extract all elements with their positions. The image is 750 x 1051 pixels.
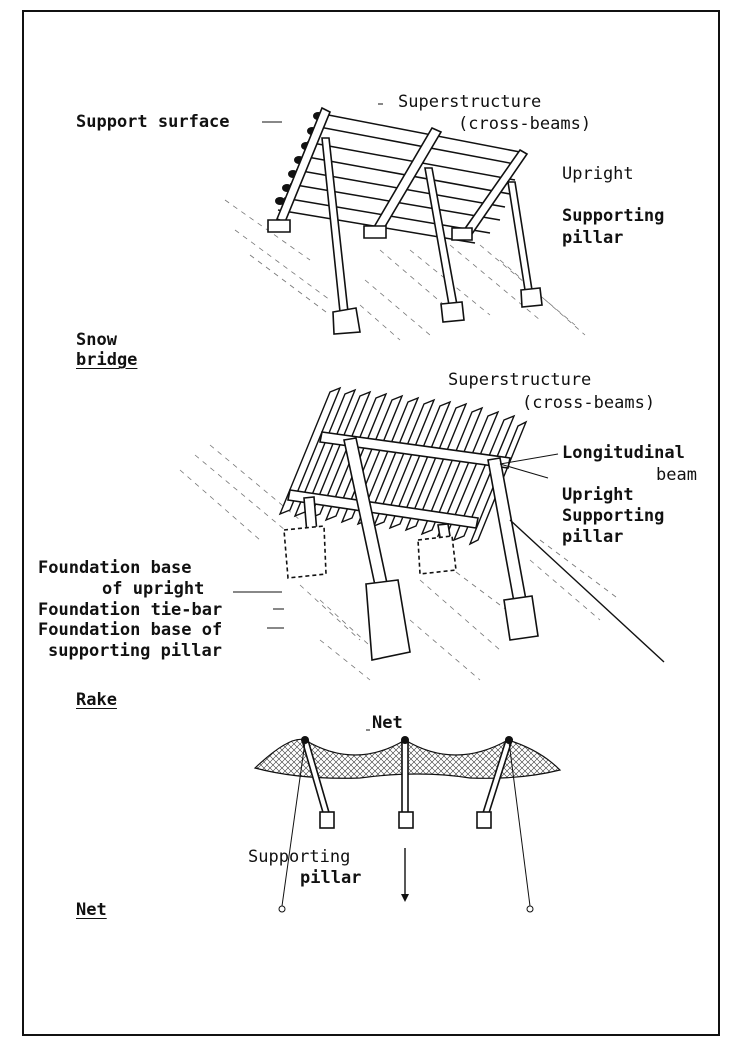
label-supporting-pillar-3a: Supporting xyxy=(248,847,351,867)
snow-bridge-foundations xyxy=(268,220,542,334)
label-cross-beams-1: (cross-beams) xyxy=(458,114,592,134)
title-bridge: bridge xyxy=(76,350,138,370)
label-upright-1: Upright xyxy=(562,164,634,184)
label-beam: beam xyxy=(656,465,697,485)
label-supporting-pillar-2a: Supporting xyxy=(562,506,665,526)
label-upright-2: Upright xyxy=(562,485,634,505)
label-supporting-pillar-3b: pillar xyxy=(300,868,362,888)
label-supporting-pillar-1a: Supporting xyxy=(562,206,665,226)
label-supporting-pillar-1b: pillar xyxy=(562,228,624,248)
label-net: Net xyxy=(372,713,403,733)
title-rake: Rake xyxy=(76,690,117,710)
label-foundation-upright-1: Foundation base xyxy=(38,558,192,578)
label-foundation-tiebar: Foundation tie-bar xyxy=(38,600,223,620)
title-snow: Snow xyxy=(76,330,117,350)
label-foundation-pillar-1: Foundation base of xyxy=(38,620,223,640)
label-support-surface: Support surface xyxy=(76,112,230,132)
label-supporting-pillar-2b: pillar xyxy=(562,527,624,547)
label-longitudinal: Longitudinal xyxy=(562,443,685,463)
label-superstructure-1: Superstructure xyxy=(398,92,542,112)
rake-foundations xyxy=(284,526,538,660)
snow-bridge-drawing xyxy=(225,104,585,340)
label-cross-beams-2: (cross-beams) xyxy=(522,393,656,413)
label-superstructure-2: Superstructure xyxy=(448,370,592,390)
label-foundation-upright-2: of upright xyxy=(102,579,205,599)
label-foundation-pillar-2: supporting pillar xyxy=(48,641,222,661)
net-bases xyxy=(320,812,491,828)
title-net: Net xyxy=(76,900,107,920)
